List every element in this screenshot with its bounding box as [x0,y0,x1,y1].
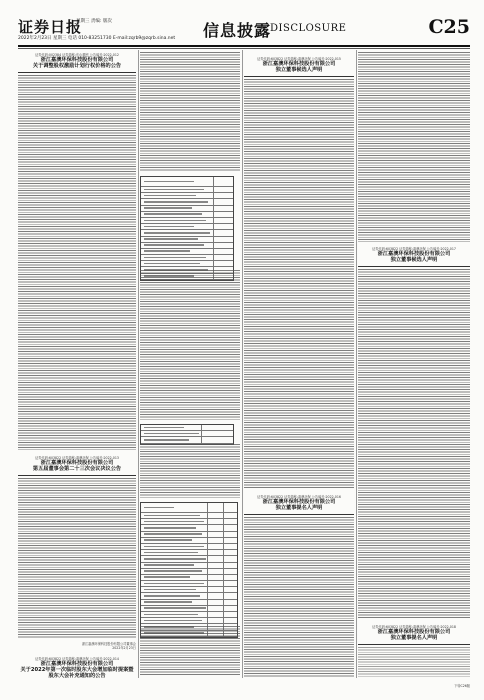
announcement-title: 独立董事候选人声明 [275,67,323,73]
announcement-header [18,52,136,69]
proposal-table [140,176,234,281]
body-text [140,52,240,172]
edition-info: 星期三 责编: 版次 [76,19,112,24]
announcement-body-text [18,478,136,638]
announcement-rule [18,475,136,476]
announcement-title: 关于调整股权激励计划行权价格的公告 [32,63,122,69]
newspaper-logo: 证券日报 [18,18,83,36]
announcement-body-text [18,75,136,450]
announcement-header [244,494,354,511]
body-text [140,626,240,676]
announcement-header [358,624,470,641]
voting-table-small [140,424,234,445]
table-header-row [141,177,233,187]
column-3 [244,50,354,678]
announcement-title: 独立董事候选人声明 [390,257,438,263]
announcement-rule [244,76,354,77]
announcement-header [244,56,354,73]
section-title: 信息披露 [203,21,272,40]
column-divider [138,50,139,678]
column-1 [18,50,136,678]
signature-board: 浙江嘉澳环保科技股份有限公司董事会 [81,642,136,646]
announcement-body-text [244,79,354,489]
announcement-rule [358,644,470,645]
masthead-rule-thin [18,48,470,49]
signature-date: 2022年2月23日 [112,646,136,650]
announcement-company: 浙江嘉澳环保科技股份有限公司 [262,61,336,67]
announcement-company: 浙江嘉澳环保科技股份有限公司 [377,251,451,257]
section-title-en: DISCLOSURE [270,23,347,34]
column-divider [242,50,243,678]
page-number: C25 [428,16,470,38]
masthead-rule [18,45,470,47]
proposal-voting-table [140,502,238,638]
announcement-body-text [358,269,470,619]
announcement-body-text [244,517,354,677]
continued-note: 下转C26版 [454,684,470,688]
announcement-header [18,455,136,472]
body-text [140,270,240,420]
announcement-code: 证券代码:603822 证券简称:嘉澳环保 公告编号:2022-014 [35,657,119,661]
announcement-code: 证券代码:603822 证券简称:嘉澳环保 公告编号:2022-018 [372,625,456,629]
column-divider [356,50,357,678]
announcement-rule [358,266,470,267]
masthead [18,16,470,44]
announcement-code: 证券代码:603822 证券简称:嘉澳环保 公告编号:2022-013 [35,456,119,460]
column-2 [140,50,240,678]
announcement-rule [18,72,136,73]
announcement-code: 证券代码:603822 证券简称:嘉澳环保 公告编号:2022-015 [257,57,341,61]
announcement-header [358,246,470,263]
announcement-company: 浙江嘉澳环保科技股份有限公司 [40,460,114,466]
body-text [358,52,470,242]
announcement-title: 独立董事提名人声明 [275,505,323,511]
announcement-company: 浙江嘉澳环保科技股份有限公司 [40,57,114,63]
announcement-company: 浙江嘉澳环保科技股份有限公司 [377,629,451,635]
dateline: 2022年2月23日 星期三 电话 010-83251730 E-mail:zqrb9@zqrb.sina.net [18,36,176,41]
announcement-company: 浙江嘉澳环保科技股份有限公司 [262,499,336,505]
column-4 [358,50,470,678]
announcement-body-text [358,647,470,677]
announcement-code: 证券代码:603822 证券简称:嘉澳环保 公告编号:2022-016 [257,495,341,499]
announcement-code: 证券代码:603822 证券简称:嘉澳环保 公告编号:2022-017 [372,247,456,251]
announcement-rule [244,514,354,515]
signature-block [82,642,136,650]
body-text [140,444,240,499]
table-row [141,437,233,443]
announcement-title: 关于2022年第一次临时股东大会增加临时提案暨股东大会补充通知的公告 [20,667,134,678]
announcement-code: 证券代码:002384 证券简称:东山精密 公告编号:2022-012 [35,53,119,57]
announcement-title: 第五届董事会第二十三次会议决议公告 [32,466,122,472]
announcement-title: 独立董事提名人声明 [390,635,438,641]
announcement-company: 浙江嘉澳环保科技股份有限公司 [40,661,114,667]
announcement-header [18,656,136,678]
